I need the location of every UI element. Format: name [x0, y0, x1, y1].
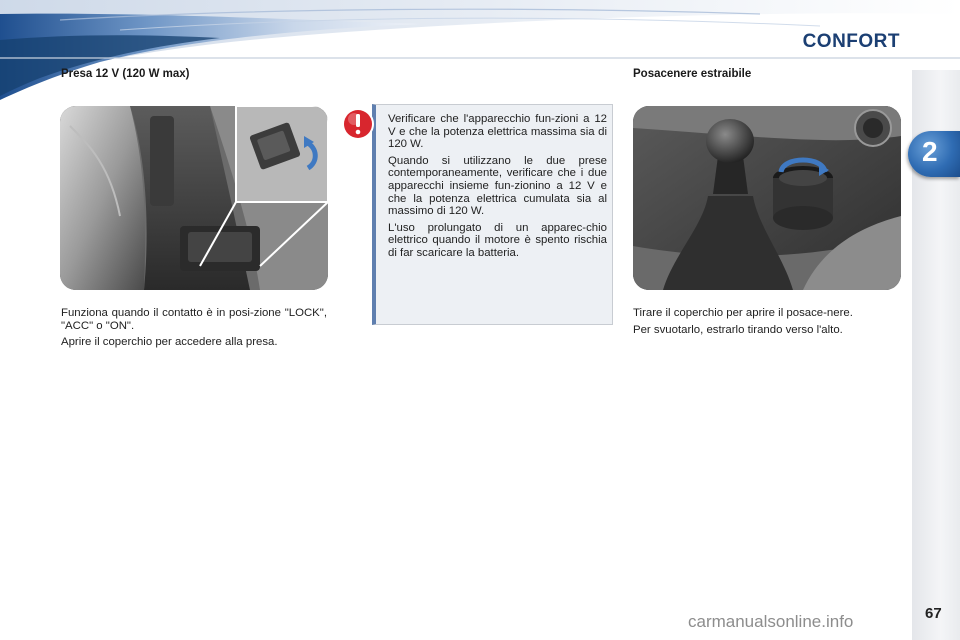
left-paragraph-2: Aprire il coperchio per accedere alla presa. — [61, 336, 278, 349]
left-paragraph-1: Funziona quando il contatto è in posi-zione "LOCK", "ACC" o "ON". — [61, 307, 327, 332]
warning-text — [388, 113, 607, 264]
warning-icon — [341, 107, 375, 141]
page-title: CONFORT — [802, 31, 900, 52]
chapter-number: 2 — [922, 136, 938, 167]
header-swoosh — [0, 0, 960, 120]
right-section-body — [633, 307, 899, 340]
warning-paragraph-1: Verificare che l'apparecchio fun-zioni a 12 V e che la potenza elettrica massima sia di 120 W. — [388, 113, 607, 151]
watermark: carmanualsonline.info — [688, 612, 854, 631]
right-section-heading: Posacenere estraibile — [633, 68, 752, 80]
ashtray-photo — [633, 106, 901, 290]
left-section-body — [61, 307, 327, 353]
page-number: 67 — [925, 605, 942, 622]
warning-paragraph-3: L'uso prolungato di un apparec-chio elettrico quando il motore è spento rischia di far scaricare la batteria. — [388, 221, 607, 259]
power-socket-photo — [60, 106, 328, 290]
left-section-heading: Presa 12 V (120 W max) — [61, 68, 190, 80]
warning-paragraph-2: Quando si utilizzano le due prese contemporaneamente, verificare che i due apparecchi insieme fun-zionino a 12 V e che la potenza elettrica cumulata sia al massimo di 120 W. — [388, 154, 607, 218]
right-paragraph-1: Tirare il coperchio per aprire il posace-nere. — [633, 307, 853, 319]
right-paragraph-2: Per svuotarlo, estrarlo tirando verso l'alto. — [633, 323, 843, 336]
